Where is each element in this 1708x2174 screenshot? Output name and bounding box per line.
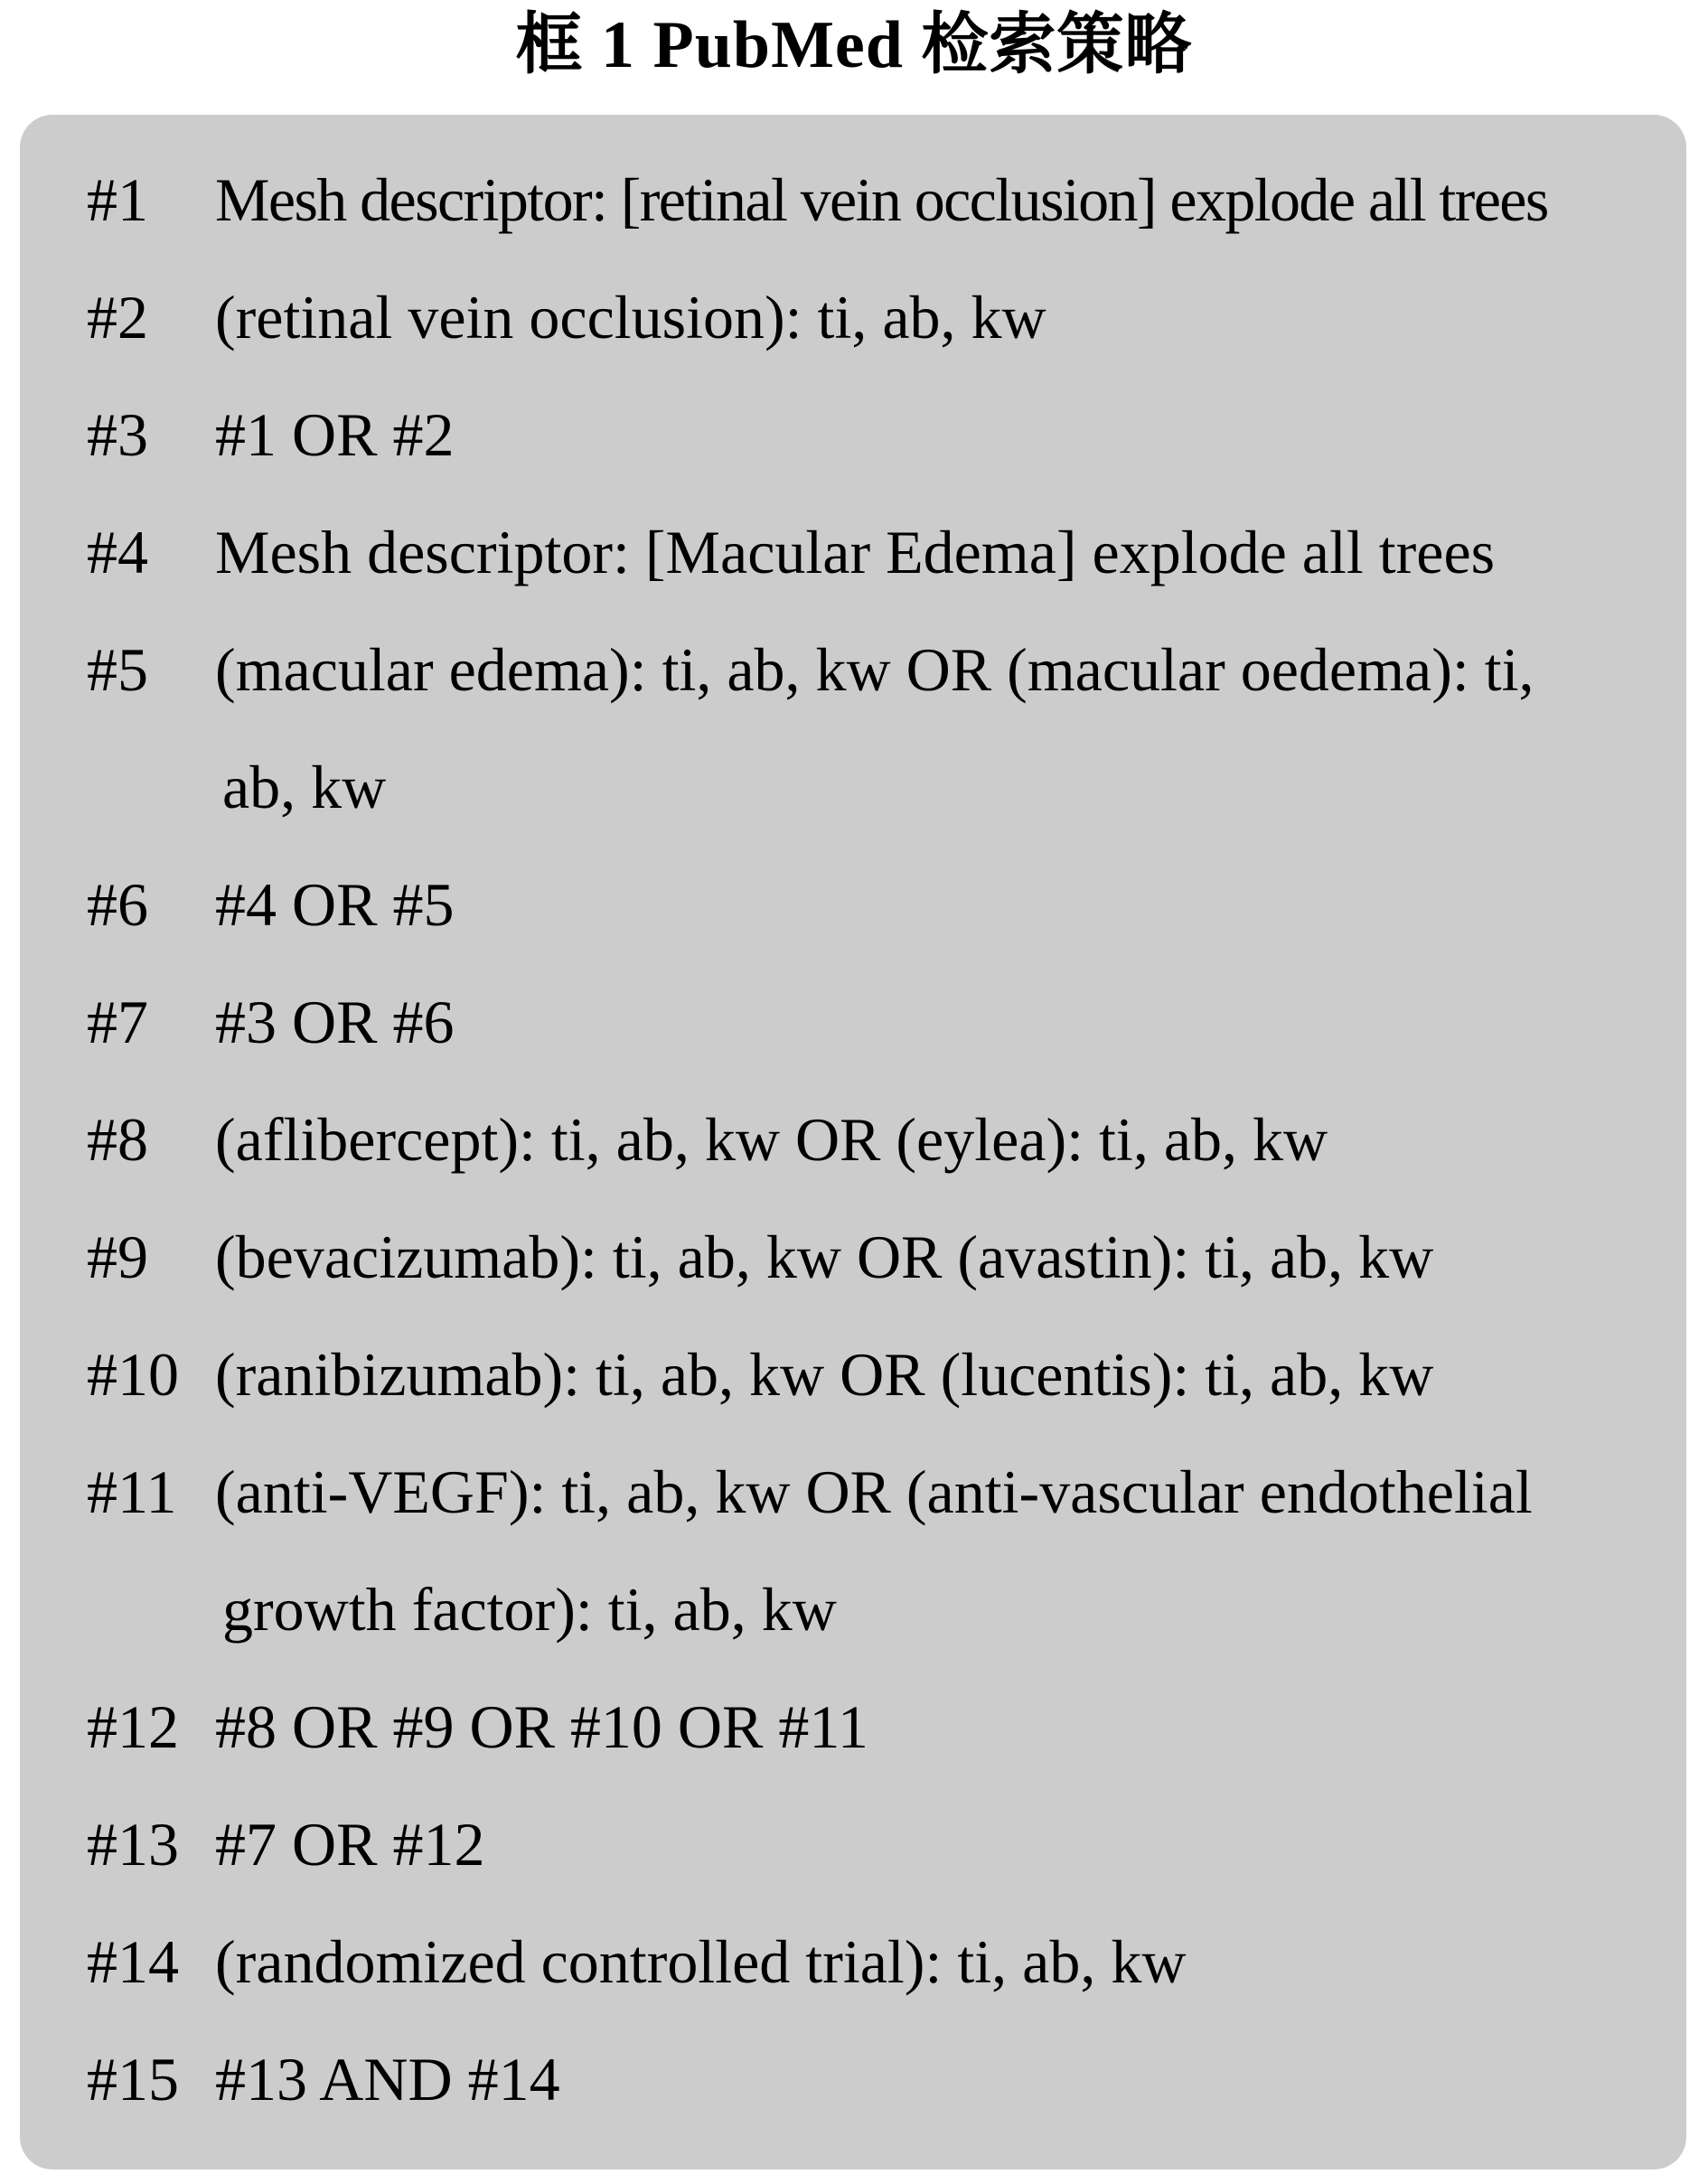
row-number: #4 (87, 518, 148, 586)
row-number: #8 (87, 1105, 148, 1174)
row-query: #4 OR #5 (215, 870, 455, 939)
row-query: #1 OR #2 (215, 400, 455, 469)
row-number: #13 (87, 1810, 179, 1879)
row-query: #8 OR #9 OR #10 OR #11 (215, 1692, 868, 1761)
row-number: #11 (87, 1457, 177, 1526)
row-number: #1 (87, 165, 148, 234)
row-query: (ranibizumab): ti, ab, kw OR (lucentis): ti, ab, kw (215, 1340, 1434, 1409)
row-query: (aflibercept): ti, ab, kw OR (eylea): ti, ab, kw (215, 1105, 1328, 1174)
row-query: (macular edema): ti, ab, kw OR (macular oedema): ti, (215, 635, 1534, 704)
row-query: (anti-VEGF): ti, ab, kw OR (anti-vascular endothelial (215, 1457, 1533, 1526)
row-query: #13 AND #14 (215, 2045, 560, 2113)
row-query: (retinal vein occlusion): ti, ab, kw (215, 283, 1046, 351)
row-number: #12 (87, 1692, 179, 1761)
row-query: Mesh descriptor: [retinal vein occlusion] explode all trees (215, 165, 1548, 234)
row-number: #10 (87, 1340, 179, 1409)
row-number: #6 (87, 870, 148, 939)
row-number: #2 (87, 283, 148, 351)
row-query: (bevacizumab): ti, ab, kw OR (avastin): ti, ab, kw (215, 1223, 1434, 1291)
box-title: 框 1 PubMed 检索策略 (515, 8, 1193, 82)
row-query: #7 OR #12 (215, 1810, 485, 1879)
row-query: Mesh descriptor: [Macular Edema] explode all trees (215, 518, 1496, 586)
row-query: #3 OR #6 (215, 988, 455, 1056)
row-query-continuation: growth factor): ti, ab, kw (222, 1575, 837, 1644)
row-number: #5 (87, 635, 148, 704)
row-number: #7 (87, 988, 148, 1056)
search-strategy-panel (20, 115, 1686, 2169)
row-number: #3 (87, 400, 148, 469)
row-query-continuation: ab, kw (222, 753, 387, 821)
row-number: #14 (87, 1927, 179, 1996)
row-query: (randomized controlled trial): ti, ab, kw (215, 1927, 1187, 1996)
row-number: #15 (87, 2045, 179, 2113)
row-number: #9 (87, 1223, 148, 1291)
